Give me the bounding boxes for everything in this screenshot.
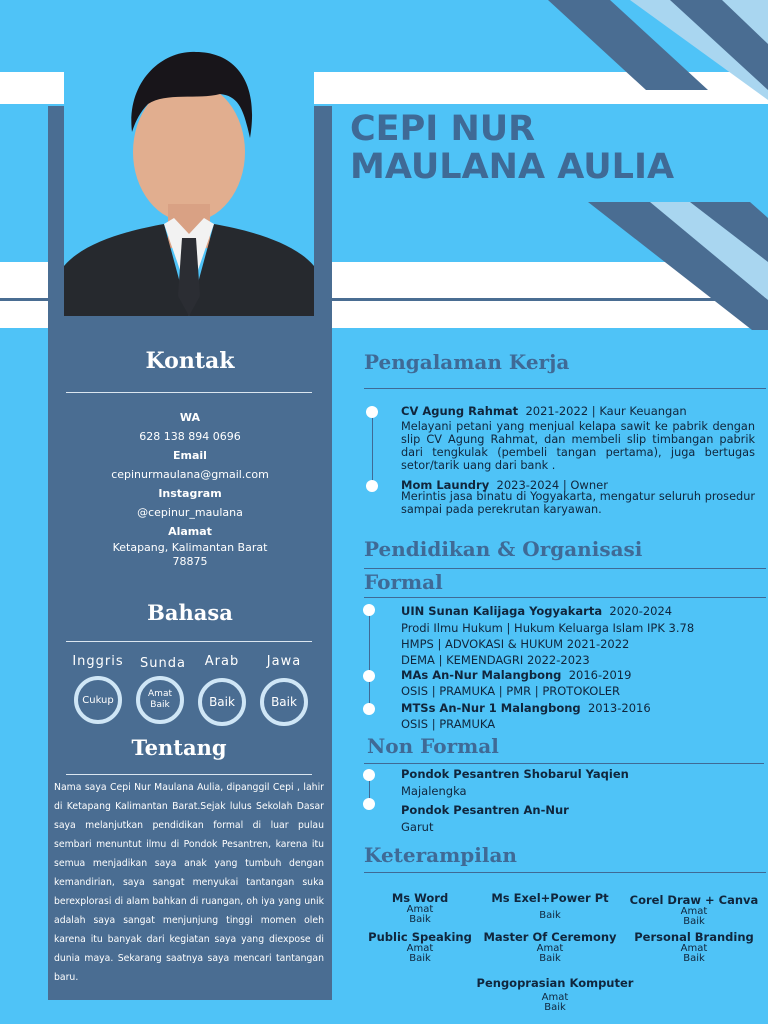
company-name: CV Agung Rahmat	[401, 404, 519, 418]
language-level: Baik	[209, 694, 235, 709]
timeline-dot	[363, 798, 375, 810]
timeline-dot	[366, 480, 378, 492]
skill-level: Baik	[409, 914, 431, 925]
address-line-1: Ketapang, Kalimantan Barat	[112, 541, 268, 554]
skill-level: Amat	[680, 906, 708, 917]
language-name: Sunda	[140, 656, 186, 671]
nonformal-place: Garut	[401, 820, 434, 834]
experience-period: 2021-2022 | Kaur Keuangan	[525, 404, 687, 418]
education-heading: Pendidikan & Organisasi	[364, 537, 643, 561]
about-heading: Tentang	[131, 735, 227, 760]
language-level-ring	[136, 676, 184, 724]
skill-level: Amat	[680, 943, 708, 954]
skill-item	[480, 930, 620, 964]
language-level: Cukup	[82, 694, 114, 706]
experience-description: Merintis jasa binatu di Yogyakarta, mengatur seluruh prosedur sampai pada perekrutan karyawan.	[401, 490, 755, 516]
skill-item	[624, 930, 764, 964]
language-level: Amat	[148, 689, 172, 699]
skill-level: Baik	[683, 953, 705, 964]
education-detail: OSIS | PRAMUKA | PMR | PROTOKOLER	[401, 684, 620, 698]
company-name: Mom Laundry	[401, 478, 490, 492]
experience-rule	[364, 388, 766, 389]
school-name: UIN Sunan Kalijaga Yogyakarta	[401, 604, 603, 618]
experience-timeline	[372, 414, 373, 488]
skills-heading: Keterampilan	[364, 843, 517, 867]
nonformal-rule	[364, 763, 764, 764]
education-period: 2020-2024	[609, 604, 673, 618]
formal-rule	[364, 597, 766, 598]
address-line-2: 78875	[172, 555, 208, 568]
email-value: cepinurmaulana@gmail.com	[111, 468, 269, 481]
email-label: Email	[173, 449, 207, 462]
skill-name: Ms Word	[391, 891, 449, 905]
skill-level: Baik	[683, 916, 705, 927]
instagram-label: Instagram	[158, 487, 222, 500]
skill-level: Amat	[541, 992, 569, 1003]
about-divider	[66, 774, 312, 775]
language-level-ring	[198, 678, 246, 726]
timeline-dot	[363, 703, 375, 715]
school-name: MAs An-Nur Malangbong	[401, 668, 562, 682]
experience-item-title	[401, 405, 687, 418]
education-timeline	[369, 612, 370, 712]
skill-level: Baik	[539, 910, 561, 921]
wa-label: WA	[179, 411, 201, 424]
skill-item	[470, 976, 640, 1013]
timeline-dot	[363, 670, 375, 682]
name-line-2: MAULANA AULIA	[350, 147, 675, 187]
skill-level: Baik	[409, 953, 431, 964]
language-name: Arab	[204, 654, 240, 669]
name-line-1: CEPI NUR	[350, 109, 536, 149]
education-detail: HMPS | ADVOKASI & HUKUM 2021-2022	[401, 637, 630, 651]
education-detail: OSIS | PRAMUKA	[401, 717, 496, 731]
language-name: Jawa	[266, 654, 302, 669]
skill-level: Amat	[406, 904, 434, 915]
skill-level: Amat	[536, 943, 564, 954]
experience-heading: Pengalaman Kerja	[364, 350, 570, 374]
nonformal-place: Majalengka	[401, 784, 467, 798]
language-heading: Bahasa	[147, 600, 233, 625]
skill-level: Amat	[406, 943, 434, 954]
skill-name: Corel Draw + Canva	[629, 893, 759, 907]
address-label: Alamat	[168, 525, 212, 538]
nonformal-heading: Non Formal	[367, 734, 499, 758]
language-level-ring	[74, 676, 122, 724]
experience-description: Melayani petani yang menjual kelapa sawit ke pabrik dengan slip CV Agung Rahmat, dan membeli slip timbangan pabrik dari tengkulak (pembeli tangan pertama), juga bertugas setor/tarik uang dari bank .	[401, 420, 755, 472]
wa-number: 628 138 894 0696	[139, 430, 241, 443]
school-name: MTSs An-Nur 1 Malangbong	[401, 701, 581, 715]
school-name: Pondok Pesantren Shobarul Yaqien	[401, 767, 629, 781]
skill-level: Baik	[539, 953, 561, 964]
profile-photo	[64, 34, 314, 316]
timeline-dot	[363, 604, 375, 616]
skill-item	[480, 891, 620, 921]
skill-name: Master Of Ceremony	[483, 930, 617, 944]
education-item-title	[401, 702, 651, 715]
timeline-dot	[363, 769, 375, 781]
language-level: Baik	[150, 700, 170, 710]
education-item-title	[401, 605, 672, 618]
skill-level: Baik	[544, 1002, 566, 1013]
nonformal-item-title	[401, 804, 569, 817]
experience-period: 2023-2024 | Owner	[496, 478, 608, 492]
language-divider	[66, 641, 312, 642]
contact-heading: Kontak	[145, 348, 235, 374]
person-name	[350, 110, 674, 186]
language-level: Baik	[271, 694, 297, 709]
skill-name: Ms Exel+Power Pt	[491, 891, 609, 905]
skill-name: Public Speaking	[368, 930, 472, 944]
language-level-ring	[260, 678, 308, 726]
skill-name: Personal Branding	[634, 930, 754, 944]
school-name: Pondok Pesantren An-Nur	[401, 803, 569, 817]
skill-name: Pengoprasian Komputer	[476, 976, 634, 990]
skill-item	[624, 893, 764, 927]
about-text: Nama saya Cepi Nur Maulana Aulia, dipanggil Cepi , lahir di Ketapang Kalimantan Barat.Sejak lulus Sekolah Dasar saya melanjutkan pendidikan formal di luar pulau sembari menuntut ilmu di Pondok Pesantren, karena itu semua menjadikan saya anak yang tumbuh dengan kemandirian, saya sangat menyukai tantangan suka berexplorasi di alam bahkan di ruangan, oh iya yang unik adalah saya sangat menjunjung tinggi momen oleh karena itu banyak dari kegiatan saya yang diexpose di dunia maya. Sekarang saatnya saya mencari tantangan baru.	[54, 782, 324, 983]
education-rule	[364, 568, 766, 569]
education-detail: DEMA | KEMENDAGRI 2022-2023	[401, 653, 590, 667]
contact-info	[48, 408, 332, 569]
education-detail: Prodi Ilmu Hukum | Hukum Keluarga Islam IPK 3.78	[401, 621, 695, 635]
formal-heading: Formal	[364, 570, 443, 594]
education-period: 2016-2019	[568, 668, 632, 682]
education-item-title	[401, 669, 631, 682]
skills-rule	[364, 872, 766, 873]
skill-item	[350, 930, 490, 964]
timeline-dot	[366, 406, 378, 418]
instagram-value: @cepinur_maulana	[137, 506, 243, 519]
education-period: 2013-2016	[587, 701, 651, 715]
nonformal-item-title	[401, 768, 629, 781]
skill-item	[350, 891, 490, 925]
contact-divider	[66, 392, 312, 393]
language-name: Inggris	[72, 654, 124, 669]
